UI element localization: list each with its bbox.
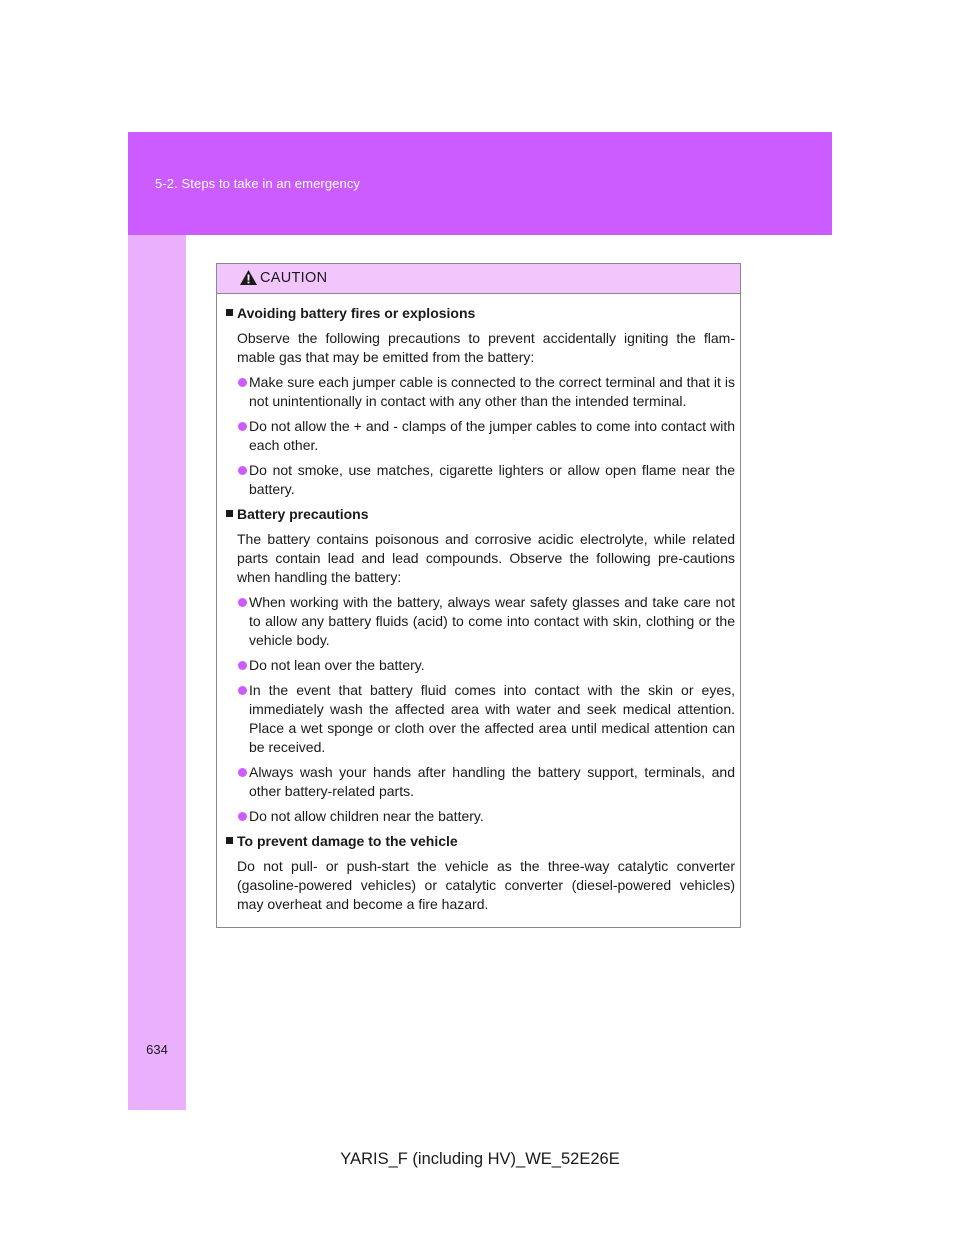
list-item-text: Do not lean over the battery. bbox=[249, 657, 425, 673]
side-strip bbox=[128, 235, 186, 1110]
list-item bbox=[217, 656, 740, 675]
list-item-text: In the event that battery fluid comes into contact with the skin or eyes, immediately wash the affected area with water and seek medical attention. Place a wet sponge or cloth over the affected area until medical attention can be received. bbox=[249, 682, 735, 755]
caution-label: CAUTION bbox=[260, 270, 328, 286]
page-number: 634 bbox=[146, 1042, 168, 1057]
footer-code: YARIS_F (including HV)_WE_52E26E bbox=[340, 1150, 620, 1168]
list-item-text: Make sure each jumper cable is connected to the correct terminal and that it is not unintentionally in contact with any other than the intended terminal. bbox=[249, 374, 735, 409]
list-item bbox=[217, 681, 740, 757]
section-title: 5-2. Steps to take in an emergency bbox=[155, 176, 361, 191]
circle-bullet-icon bbox=[238, 661, 247, 670]
list-item-text: Do not smoke, use matches, cigarette lighters or allow open flame near the battery. bbox=[249, 462, 735, 497]
caution-body bbox=[217, 304, 740, 920]
heading-text: Battery precautions bbox=[237, 506, 369, 522]
section-heading bbox=[217, 505, 740, 524]
circle-bullet-icon bbox=[238, 598, 247, 607]
list-item-text: Do not allow the + and - clamps of the jumper cables to come into contact with each other. bbox=[249, 418, 735, 453]
caution-header bbox=[217, 264, 740, 294]
section-heading bbox=[217, 304, 740, 323]
list-item-text: Always wash your hands after handling the battery support, terminals, and other battery-related parts. bbox=[249, 764, 735, 799]
list-item-text: When working with the battery, always wear safety glasses and take care not to allow any battery fluids (acid) to come into contact with skin, clothing or the vehicle body. bbox=[249, 594, 735, 648]
circle-bullet-icon bbox=[238, 422, 247, 431]
caution-box bbox=[216, 263, 741, 928]
circle-bullet-icon bbox=[238, 812, 247, 821]
list-item-text: Do not allow children near the battery. bbox=[249, 808, 484, 824]
list-item bbox=[217, 461, 740, 499]
list-item bbox=[217, 807, 740, 826]
heading-text: To prevent damage to the vehicle bbox=[237, 833, 458, 849]
circle-bullet-icon bbox=[238, 466, 247, 475]
section-intro: Observe the following precautions to prevent accidentally igniting the flam-mable gas that may be emitted from the battery: bbox=[237, 330, 735, 365]
circle-bullet-icon bbox=[238, 768, 247, 777]
square-bullet-icon bbox=[226, 309, 233, 316]
heading-text: Avoiding battery fires or explosions bbox=[237, 305, 476, 321]
section-heading bbox=[217, 832, 740, 851]
square-bullet-icon bbox=[226, 837, 233, 844]
list-item bbox=[217, 417, 740, 455]
section-intro: The battery contains poisonous and corrosive acidic electrolyte, while related parts contain lead and lead compounds. Observe the following pre-cautions when handling the battery: bbox=[237, 531, 735, 585]
warning-triangle-icon bbox=[239, 269, 258, 286]
list-item bbox=[217, 593, 740, 650]
section-intro: Do not pull- or push-start the vehicle as the three-way catalytic converter (gasoline-powered vehicles) or catalytic converter (diesel-powered vehicles) may overheat and become a fire hazard. bbox=[237, 858, 735, 912]
circle-bullet-icon bbox=[238, 686, 247, 695]
list-item bbox=[217, 373, 740, 411]
list-item bbox=[217, 763, 740, 801]
circle-bullet-icon bbox=[238, 378, 247, 387]
square-bullet-icon bbox=[226, 510, 233, 517]
